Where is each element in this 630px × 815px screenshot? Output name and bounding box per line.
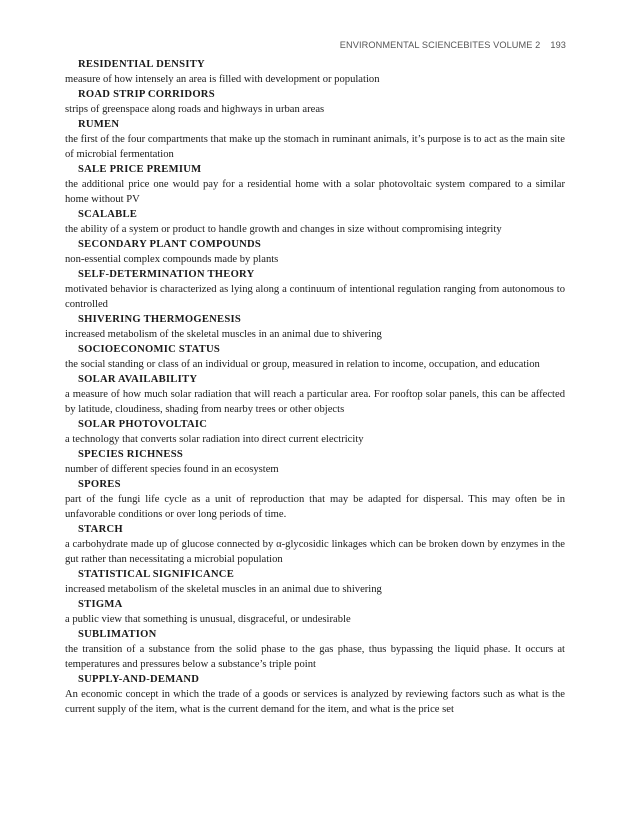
glossary-entry: [65, 447, 565, 477]
running-title: ENVIRONMENTAL SCIENCEBITES VOLUME 2: [339, 40, 541, 50]
glossary-entry: [65, 312, 565, 342]
glossary-term: SHIVERING THERMOGENESIS: [78, 314, 242, 325]
glossary-entry: [65, 567, 565, 597]
running-header: [340, 40, 566, 50]
glossary-term: SUBLIMATION: [78, 629, 157, 640]
glossary-entry: [65, 627, 565, 672]
glossary-term: SUPPLY-AND-DEMAND: [78, 674, 200, 685]
glossary-entry: [65, 342, 565, 372]
glossary-entry: [65, 207, 565, 237]
glossary-definition: measure of how intensely an area is filled with development or population: [65, 74, 380, 85]
glossary-entry: [65, 57, 565, 87]
glossary-definition: increased metabolism of the skeletal muscles in an animal due to shivering: [65, 584, 382, 595]
glossary-definition: the ability of a system or product to handle growth and changes in size without compromising integrity: [65, 224, 502, 235]
glossary-term: RESIDENTIAL DENSITY: [78, 59, 205, 70]
glossary-definition: a public view that something is unusual, disgraceful, or undesirable: [65, 614, 351, 625]
glossary-definition: a measure of how much solar radiation that will reach a particular area. For rooftop solar panels, this can be affected by latitude, cloudiness, shading from nearby trees or other objects: [65, 389, 565, 415]
glossary-list: [65, 57, 565, 717]
glossary-term: SPORES: [78, 479, 121, 490]
glossary-definition: part of the fungi life cycle as a unit of reproduction that may be adapted for dispersal. This may often be in unfavorable conditions or over long periods of time.: [65, 494, 565, 520]
glossary-entry: [65, 372, 565, 417]
glossary-term: RUMEN: [78, 119, 120, 130]
glossary-entry: [65, 162, 565, 207]
glossary-entry: [65, 87, 565, 117]
glossary-term: SELF-DETERMINATION THEORY: [78, 269, 255, 280]
glossary-term: SOCIOECONOMIC STATUS: [78, 344, 221, 355]
glossary-entry: [65, 117, 565, 162]
glossary-entry: [65, 267, 565, 312]
glossary-definition: An economic concept in which the trade of a goods or services is analyzed by reviewing factors such as what is the current supply of the item, what is the current demand for the item, and what is the price set: [65, 689, 565, 715]
glossary-definition: a technology that converts solar radiation into direct current electricity: [65, 434, 364, 445]
glossary-term: SALE PRICE PREMIUM: [78, 164, 202, 175]
glossary-definition: the additional price one would pay for a residential home with a solar photovoltaic system compared to a similar home without PV: [65, 179, 565, 205]
glossary-entry: [65, 477, 565, 522]
glossary-definition: the transition of a substance from the solid phase to the gas phase, thus bypassing the liquid phase. It occurs at temperatures and pressures below a substance’s triple point: [65, 644, 565, 670]
glossary-term: SCALABLE: [78, 209, 138, 220]
glossary-definition: non-essential complex compounds made by plants: [65, 254, 279, 265]
glossary-term: STATISTICAL SIGNIFICANCE: [78, 569, 235, 580]
glossary-entry: [65, 237, 565, 267]
glossary-term: SPECIES RICHNESS: [78, 449, 183, 460]
glossary-entry: [65, 522, 565, 567]
glossary-entry: [65, 417, 565, 447]
page-number: 193: [550, 40, 566, 50]
glossary-term: ROAD STRIP CORRIDORS: [78, 89, 215, 100]
glossary-definition: strips of greenspace along roads and highways in urban areas: [65, 104, 325, 115]
glossary-term: STARCH: [78, 524, 123, 535]
glossary-term: SOLAR AVAILABILITY: [78, 374, 198, 385]
glossary-entry: [65, 672, 565, 717]
glossary-term: STIGMA: [78, 599, 123, 610]
glossary-definition: the social standing or class of an individual or group, measured in relation to income, occupation, and education: [65, 359, 540, 370]
glossary-definition: motivated behavior is characterized as lying along a continuum of intentional regulation ranging from autonomous to controlled: [65, 284, 565, 310]
glossary-term: SECONDARY PLANT COMPOUNDS: [78, 239, 262, 250]
glossary-term: SOLAR PHOTOVOLTAIC: [78, 419, 208, 430]
glossary-definition: increased metabolism of the skeletal muscles in an animal due to shivering: [65, 329, 382, 340]
glossary-entry: [65, 597, 565, 627]
glossary-definition: the first of the four compartments that make up the stomach in ruminant animals, it’s purpose is to act as the main site of microbial fermentation: [65, 134, 565, 160]
glossary-definition: number of different species found in an ecosystem: [65, 464, 279, 475]
glossary-definition: a carbohydrate made up of glucose connected by α-glycosidic linkages which can be broken down by enzymes in the gut rather than necessitating a microbial population: [65, 539, 565, 565]
